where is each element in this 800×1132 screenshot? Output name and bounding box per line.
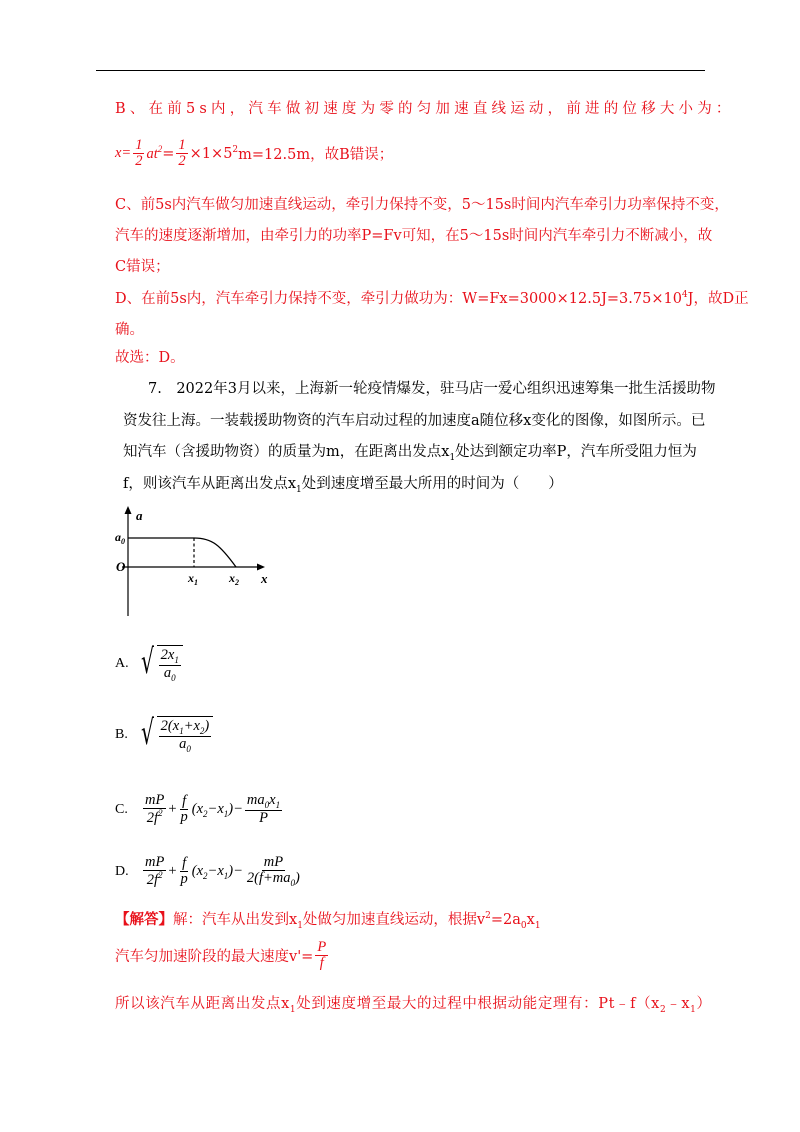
answer-tag: 【解答】 [115,911,173,928]
x1-label-sub: 1 [194,578,198,587]
paren-mid: −x [207,800,224,817]
x2-label-main: x [229,571,235,585]
frac-num: P [317,939,327,955]
paren-sub-2: 1 [223,870,229,881]
frac-den [145,871,165,888]
answer-line-1 [115,908,541,931]
den-text: a [163,665,172,682]
num-mid: +x [183,718,200,734]
option-b-numerator [159,719,212,737]
option-a-fraction [159,648,181,684]
paren-sub-2: 1 [223,808,229,819]
formula-frac-half-2 [176,138,187,169]
d-line-sup: 4 [681,290,688,301]
frac-num: f [182,793,187,810]
sqrt-body [157,645,183,684]
num-sub-1: 1 [179,725,184,736]
a0-label [115,530,125,546]
den-sub: 0 [290,878,296,889]
a1-part-d: x [526,912,535,928]
a3-part-a: 所以该汽车从距离出发点x [115,996,290,1012]
option-a-denominator [162,666,178,683]
paren-mid: −x [207,862,224,879]
option-a-label: A. [115,656,129,672]
d-line-part-b: J，故D正 [687,291,749,307]
formula-frac-half-1 [133,138,144,169]
option-c-paren [192,801,243,819]
den-sub: 0 [171,673,176,684]
num-a: ma [246,792,265,808]
x-axis-arrow [257,564,265,571]
option-d-label: D. [115,863,129,879]
q4-part-b: 处到速度增至最大所用的时间为（ ） [301,476,563,492]
formula-tail: m=12.5m，故B错误； [238,147,394,164]
a3-sub-2: 2 [659,1004,667,1015]
option-c-frac-2 [179,794,190,825]
option-b-label: B. [115,727,128,743]
option-a[interactable] [115,642,183,684]
den-text: 2f [146,872,159,889]
solution-c-line-1: C、前5s内汽车做匀加速直线运动，牵引力保持不变，5～15s时间内汽车牵引力功率保持不变， [115,197,729,213]
frac-num [245,793,282,811]
y-axis-label: a [136,508,143,523]
formula-product [190,145,238,162]
option-d-frac-2 [179,856,190,887]
formula-eq: = [162,145,175,162]
q3-sub: 1 [449,452,456,463]
option-c-frac-3 [245,793,282,827]
sqrt-body [157,716,214,755]
plus-sign: + [168,863,177,880]
a1-part-b: 处做匀加速直线运动，根据v [302,912,486,928]
solution-choice: 故选：D。 [115,350,185,366]
frac-den: f [319,955,324,972]
solution-b-line: B、在前5s内，汽车做初速度为零的匀加速直线运动，前进的位移大小为： [115,101,735,117]
x-axis-label: x [261,571,268,586]
num-post: ) [204,718,210,734]
solution-b-formula [115,138,393,169]
option-c-label: C. [115,801,128,817]
den-sup: 2 [158,808,163,819]
q4-sub: 1 [296,484,302,495]
frac-num: mP [145,854,165,871]
answer-line-3 [115,992,712,1015]
option-d-frac-3 [245,855,302,889]
a1-sup: 2 [485,911,491,922]
origin-label: O [116,559,126,574]
option-b-fraction [159,719,212,755]
frac-den: 2 [178,153,186,170]
a3-part-d: ） [696,996,712,1012]
den-text: a [179,736,187,753]
frac-den: p [180,809,188,826]
frac-den [145,809,165,826]
option-d-paren [192,863,243,881]
x2-label [228,571,239,587]
sqrt-radical-icon: √ [141,642,155,682]
a1-sub-2: 0 [520,920,527,931]
sqrt-radical-icon: √ [141,713,155,753]
formula-sup: 2 [157,144,163,155]
num-sub-2: 1 [275,799,281,810]
a1-part-a: 解：汽车从出发到x [173,912,298,928]
num-sub: 0 [264,799,270,810]
paren-a: (x [191,862,204,879]
frac-den: P [259,810,268,827]
frac-num: mP [263,854,284,870]
option-d-frac-1 [143,855,166,888]
num-sub: 1 [174,654,179,665]
y-axis-arrow [125,506,132,514]
solution-c-line-2: 汽车的速度逐渐增加，由牵引力的功率P=Fv可知，在5～15s时间内汽车牵引力不断减小，故 [115,228,713,244]
den-text: 2f [146,810,159,827]
frac-den [245,871,302,888]
a3-sub-3: 1 [690,1004,697,1015]
question-line-3 [123,440,697,463]
a3-sub: 1 [289,1004,297,1015]
option-d[interactable] [115,855,304,889]
solution-d-line-2: 确。 [115,322,144,338]
option-c[interactable] [115,793,284,827]
solution-d-line-1 [115,287,749,308]
frac-num: mP [145,792,165,809]
question-line-4 [123,472,563,495]
frac-num: 1 [135,137,143,153]
q4-part-a: f，则该汽车从距离出发点x [123,476,297,492]
question-line-1: 7. 2022年3月以来，上海新一轮疫情爆发，驻马店一爱心组织迅速筹集一批生活援助物 [148,381,716,397]
question-line-2: 资发往上海。一装载援助物资的汽车启动过程的加速度a随位移x变化的图像，如图所示。已 [123,413,706,429]
a3-part-c: ﹣x [666,996,691,1012]
answer-line-2 [115,940,330,971]
header-rule [96,70,705,71]
formula-at [146,144,162,163]
solution-c-line-3: C错误； [115,259,170,275]
num-pre: 2(x [160,718,180,734]
x2-label-sub: 2 [235,578,239,587]
formula-sup: 2 [232,145,239,156]
option-b[interactable] [115,713,213,755]
num-sub-2: 2 [199,725,205,736]
paren-b: )− [228,862,243,879]
paren-b: )− [228,800,243,817]
option-a-numerator [159,648,181,666]
option-a-sqrt [141,642,183,684]
formula-lhs: x= [115,145,132,162]
frac-num: f [182,855,187,872]
a1-sub-3: 1 [534,920,541,931]
paren-a: (x [191,800,204,817]
decreasing-curve [194,538,236,567]
option-b-denominator [177,737,193,754]
frac-den: 2 [135,153,143,170]
den-sup: 2 [158,870,163,881]
x1-label-main: x [188,571,194,585]
plus-sign: + [168,801,177,818]
a1-part-c: =2a [490,912,521,928]
den-b: ) [295,870,300,887]
a0-label-main: a [115,530,121,544]
option-c-frac-1 [143,793,166,826]
a2-text: 汽车匀加速阶段的最大速度v'= [115,949,314,966]
a2-fraction [315,940,328,971]
formula-at-text: at [146,146,158,163]
q3-part-b: 处达到额定功率P，汽车所受阻力恒为 [455,444,697,460]
num-b: x [269,792,276,808]
frac-den: p [180,871,188,888]
a1-sub: 1 [297,920,303,931]
den-sub: 0 [186,744,191,755]
q3-part-a: 知汽车（含援助物资）的质量为m，在距离出发点x [123,444,450,460]
a0-label-sub: 0 [121,537,125,546]
paren-sub-1: 2 [203,808,208,819]
option-b-sqrt [141,713,213,755]
paren-sub-1: 2 [203,870,208,881]
d-line-part-a: D、在前5s内，汽车牵引力保持不变，牵引力做功为：W=Fx=3000×12.5J=3.75×10 [115,291,682,307]
num-text: 2x [160,647,175,663]
den-a: 2(f+ma [246,870,291,887]
frac-num: 1 [178,137,186,153]
formula-product-text: ×1×5 [189,146,233,163]
x1-label [187,571,198,587]
acceleration-displacement-graph [108,505,278,617]
a3-part-b: 处到速度增至最大的过程中根据动能定理有：Pt﹣f（x [296,996,660,1012]
